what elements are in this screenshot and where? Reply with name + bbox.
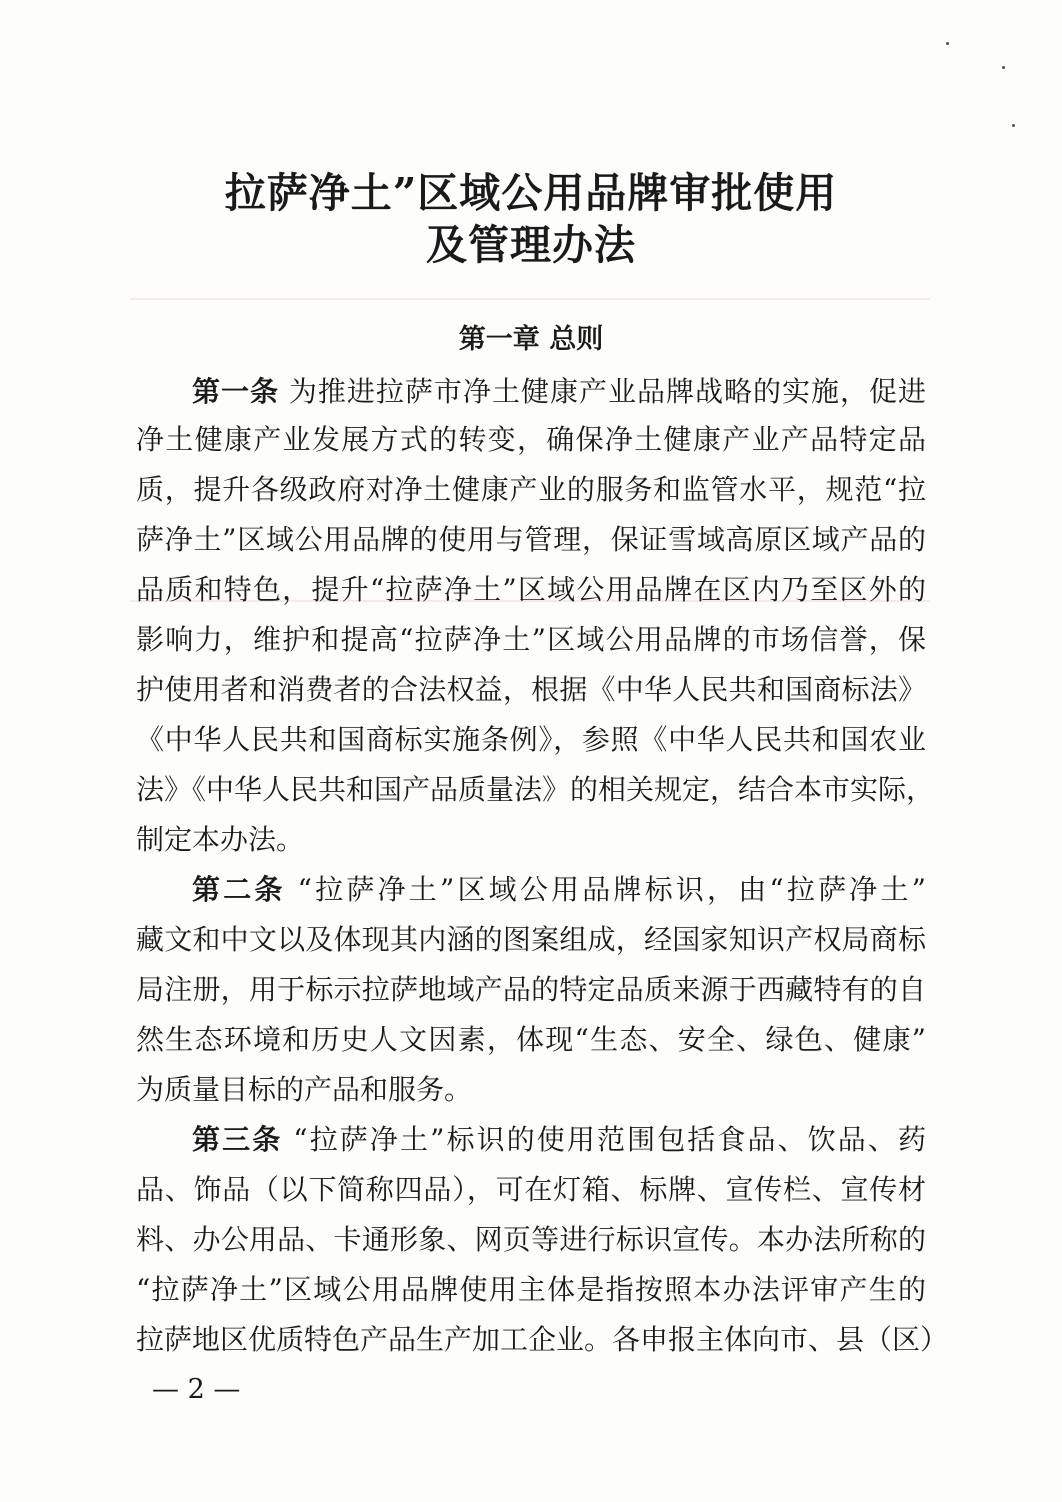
paragraph-line: 影响力，维护和提高“拉萨净土”区域公用品牌的市场信誉，保 xyxy=(136,623,926,656)
paragraph-line: 品、饰品（以下简称四品），可在灯箱、标牌、宣传栏、宣传材 xyxy=(136,1173,926,1206)
chapter-heading: 第一章 总则 xyxy=(458,324,604,355)
document-title-line-1: 拉萨净土”区域公用品牌审批使用 xyxy=(224,169,838,217)
article-2-first-line xyxy=(192,865,926,915)
page-number: — 2 — xyxy=(152,1374,241,1405)
paragraph-line: 护使用者和消费者的合法权益，根据《中华人民共和国商标法》 xyxy=(136,673,926,706)
paragraph-line: 法》《中华人民共和国产品质量法》的相关规定，结合本市实际， xyxy=(136,773,935,806)
paragraph-text: “拉萨净土”区域公用品牌标识，由“拉萨净土” xyxy=(297,873,926,906)
paragraph-line: 局注册，用于标示拉萨地域产品的特定品质来源于西藏特有的自 xyxy=(136,973,926,1006)
paragraph-line: “拉萨净土”区域公用品牌使用主体是指按照本办法评审产生的 xyxy=(136,1273,926,1306)
article-1-first-line xyxy=(192,367,926,417)
paragraph-line: 制定本办法。 xyxy=(136,823,305,856)
paragraph-line: 为质量目标的产品和服务。 xyxy=(136,1073,473,1106)
article-label: 第三条 xyxy=(192,1123,283,1156)
scan-speck xyxy=(1002,66,1005,69)
scan-speck xyxy=(946,42,949,45)
paragraph-line: 萨净土”区域公用品牌的使用与管理，保证雪域高原区域产品的 xyxy=(136,523,926,556)
bleed-through-rule xyxy=(130,298,930,300)
paragraph-line: 藏文和中文以及体现其内涵的图案组成，经国家知识产权局商标 xyxy=(136,923,926,956)
paragraph-line: 《中华人民共和国商标实施条例》，参照《中华人民共和国农业 xyxy=(136,723,926,756)
document-title-line-2: 及管理办法 xyxy=(426,221,636,269)
paragraph-line: 净土健康产业发展方式的转变，确保净土健康产业产品特定品 xyxy=(136,423,926,456)
paragraph-line: 质，提升各级政府对净土健康产业的服务和监管水平，规范“拉 xyxy=(136,473,926,506)
scan-speck xyxy=(1012,124,1015,127)
article-3-first-line xyxy=(192,1115,926,1165)
paragraph-text: 为推进拉萨市净土健康产业品牌战略的实施，促进 xyxy=(288,375,926,408)
paragraph-line: 拉萨地区优质特色产品生产加工企业。各申报主体向市、县（区） xyxy=(136,1323,949,1356)
article-label: 第二条 xyxy=(192,873,286,906)
article-label: 第一条 xyxy=(192,375,280,408)
paragraph-line: 料、办公用品、卡通形象、网页等进行标识宣传。本办法所称的 xyxy=(136,1223,926,1256)
paragraph-line: 品质和特色，提升“拉萨净土”区域公用品牌在区内乃至区外的 xyxy=(136,573,926,606)
paragraph-text: “拉萨净土”标识的使用范围包括食品、饮品、药 xyxy=(293,1123,926,1156)
paragraph-line: 然生态环境和历史人文因素，体现“生态、安全、绿色、健康” xyxy=(136,1023,926,1056)
